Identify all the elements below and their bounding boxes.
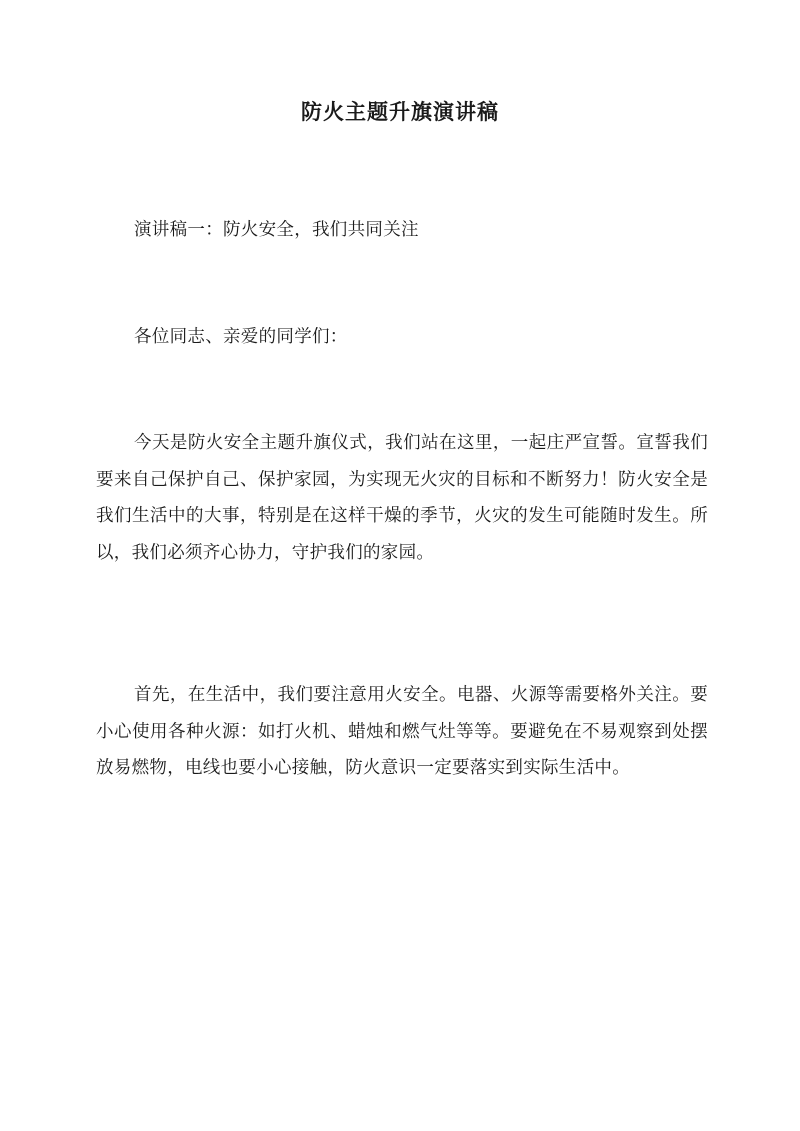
body-paragraph: 今天是防火安全主题升旗仪式，我们站在这里，一起庄严宣誓。宣誓我们要来自己保护自己、保护家园，为实现无火灾的目标和不断努力！防火安全是我们生活中的大事，特别是在这样干燥的季节，火灾的发生可能随时发生。所以，我们必须齐心协力，守护我们的家园。 (96, 433, 708, 563)
greeting: 各位同志、亲爱的同学们： (134, 327, 348, 347)
body-paragraph: 首先，在生活中，我们要注意用火安全。电器、火源等需要格外关注。要小心使用各种火源：如打火机、蜡烛和燃气灶等等。要避免在不易观察到处摆放易燃物，电线也要小心接触，防火意识一定要落实到实际生活中。 (96, 685, 708, 778)
document-title: 防火主题升旗演讲稿 (301, 99, 499, 124)
speech-subtitle: 演讲稿一：防火安全，我们共同关注 (134, 220, 419, 240)
